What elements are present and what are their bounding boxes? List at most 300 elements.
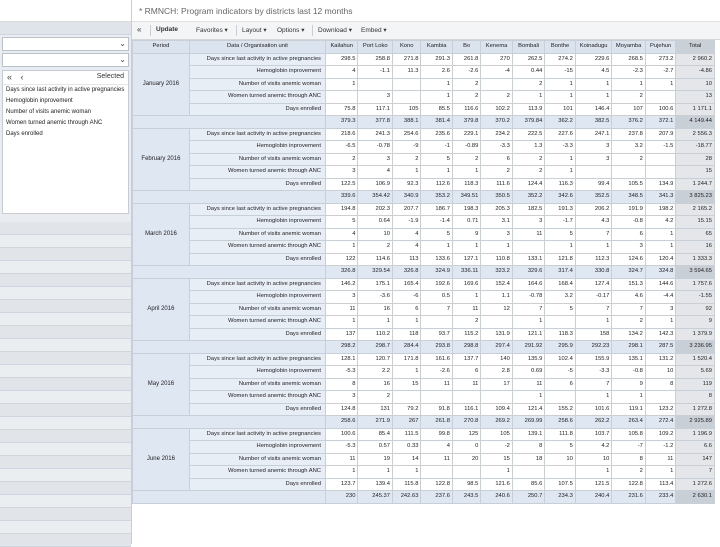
value-cell[interactable] <box>421 316 452 329</box>
value-cell[interactable]: -0.78 <box>358 141 393 154</box>
selected-item[interactable]: Days since last activity in active pregnancies <box>6 87 125 93</box>
value-cell[interactable]: 11 <box>512 378 545 391</box>
value-cell[interactable]: 4 <box>393 241 421 254</box>
value-cell[interactable]: 1 <box>358 316 393 329</box>
grand-subtotal-cell[interactable]: 2 925.89 <box>676 416 715 429</box>
value-cell[interactable]: 3 <box>612 241 646 254</box>
value-cell[interactable]: 122.5 <box>325 178 358 191</box>
row-total-cell[interactable]: 7 <box>676 466 715 479</box>
value-cell[interactable] <box>645 166 675 179</box>
value-cell[interactable]: 234.2 <box>481 128 512 141</box>
row-total-cell[interactable]: 15.15 <box>676 216 715 229</box>
value-cell[interactable]: 10 <box>545 453 575 466</box>
value-cell[interactable]: 1 <box>645 316 675 329</box>
value-cell[interactable]: 2 <box>612 153 646 166</box>
value-cell[interactable]: 9 <box>452 228 480 241</box>
subtotal-cell[interactable]: 381.4 <box>421 116 452 129</box>
value-cell[interactable]: 139.4 <box>358 478 393 491</box>
panel-section[interactable] <box>0 443 131 456</box>
subtotal-cell[interactable]: 284.4 <box>393 341 421 354</box>
value-cell[interactable]: 125 <box>452 428 480 441</box>
value-cell[interactable]: 0.69 <box>512 366 545 379</box>
panel-section[interactable] <box>0 339 131 352</box>
value-cell[interactable]: 122.8 <box>612 478 646 491</box>
value-cell[interactable]: 0.64 <box>358 216 393 229</box>
subtotal-cell[interactable]: 230 <box>325 491 358 504</box>
value-cell[interactable] <box>545 466 575 479</box>
value-cell[interactable]: 1 <box>645 466 675 479</box>
value-cell[interactable]: 11 <box>421 453 452 466</box>
value-cell[interactable] <box>452 391 480 404</box>
row-total-cell[interactable]: 16 <box>676 241 715 254</box>
value-cell[interactable]: 218.6 <box>325 128 358 141</box>
value-cell[interactable]: 271.8 <box>393 53 421 66</box>
value-cell[interactable]: 194.8 <box>325 203 358 216</box>
value-cell[interactable]: 247.1 <box>575 128 612 141</box>
value-cell[interactable]: -2.7 <box>645 66 675 79</box>
value-cell[interactable]: 112.3 <box>575 253 612 266</box>
value-cell[interactable]: -3.3 <box>575 366 612 379</box>
selected-item[interactable]: Women turned anemic through ANC <box>6 120 103 126</box>
value-cell[interactable]: 116.6 <box>452 103 480 116</box>
value-cell[interactable]: 75.8 <box>325 103 358 116</box>
subtotal-cell[interactable]: 379.3 <box>325 116 358 129</box>
value-cell[interactable]: 1 <box>421 166 452 179</box>
value-cell[interactable]: 0.33 <box>393 441 421 454</box>
value-cell[interactable]: 14 <box>393 453 421 466</box>
subtotal-cell[interactable]: 233.4 <box>645 491 675 504</box>
value-cell[interactable]: 85.6 <box>512 478 545 491</box>
value-cell[interactable]: 268.5 <box>612 53 646 66</box>
subtotal-cell[interactable]: 342.6 <box>545 191 575 204</box>
panel-section[interactable] <box>0 378 131 391</box>
panel-section[interactable] <box>0 482 131 495</box>
value-cell[interactable]: -2.3 <box>612 66 646 79</box>
value-cell[interactable]: 4.5 <box>575 66 612 79</box>
value-cell[interactable]: 123.2 <box>645 403 675 416</box>
value-cell[interactable]: 2 <box>358 391 393 404</box>
value-cell[interactable]: 4.3 <box>575 216 612 229</box>
subtotal-cell[interactable]: 271.9 <box>358 416 393 429</box>
value-cell[interactable]: -1 <box>421 141 452 154</box>
value-cell[interactable]: 146.4 <box>575 103 612 116</box>
value-cell[interactable] <box>575 166 612 179</box>
value-cell[interactable]: 102.4 <box>545 353 575 366</box>
value-cell[interactable]: 11 <box>452 378 480 391</box>
row-total-cell[interactable]: 1 196.9 <box>676 428 715 441</box>
subtotal-cell[interactable]: 362.2 <box>545 116 575 129</box>
subtotal-cell[interactable]: 329.54 <box>358 266 393 279</box>
data-group-select[interactable] <box>2 53 129 67</box>
subtotal-cell[interactable]: 287.5 <box>645 341 675 354</box>
value-cell[interactable]: 241.3 <box>358 128 393 141</box>
value-cell[interactable]: 114.6 <box>358 253 393 266</box>
value-cell[interactable]: 118.3 <box>545 328 575 341</box>
subtotal-cell[interactable]: 379.8 <box>452 116 480 129</box>
row-total-cell[interactable]: 6.6 <box>676 441 715 454</box>
value-cell[interactable]: 2 <box>481 166 512 179</box>
panel-section[interactable] <box>0 417 131 430</box>
subtotal-cell[interactable]: 292.23 <box>575 341 612 354</box>
value-cell[interactable]: 0.44 <box>512 66 545 79</box>
value-cell[interactable]: 1 <box>452 166 480 179</box>
value-cell[interactable] <box>421 466 452 479</box>
value-cell[interactable]: -0.78 <box>512 291 545 304</box>
subtotal-cell[interactable]: 324.8 <box>645 266 675 279</box>
value-cell[interactable]: 8 <box>325 378 358 391</box>
embed-button[interactable] <box>361 26 387 34</box>
row-total-cell[interactable]: 1 272.8 <box>676 403 715 416</box>
value-cell[interactable]: 1 <box>545 91 575 104</box>
value-cell[interactable]: 1 <box>452 291 480 304</box>
subtotal-cell[interactable]: 324.9 <box>421 266 452 279</box>
value-cell[interactable]: -1.2 <box>645 441 675 454</box>
row-total-cell[interactable]: -1.55 <box>676 291 715 304</box>
value-cell[interactable]: -0.89 <box>452 141 480 154</box>
row-total-cell[interactable]: 65 <box>676 228 715 241</box>
row-total-cell[interactable]: 8 <box>676 391 715 404</box>
value-cell[interactable]: 101.6 <box>575 403 612 416</box>
value-cell[interactable]: 1 <box>545 166 575 179</box>
value-cell[interactable]: 91.8 <box>421 403 452 416</box>
value-cell[interactable]: 164.6 <box>512 278 545 291</box>
value-cell[interactable]: 254.6 <box>393 128 421 141</box>
value-cell[interactable]: -2.6 <box>421 366 452 379</box>
value-cell[interactable]: 258.8 <box>358 53 393 66</box>
value-cell[interactable] <box>645 91 675 104</box>
value-cell[interactable]: 1 <box>575 316 612 329</box>
select-one-icon[interactable]: ‹ <box>20 72 24 82</box>
subtotal-cell[interactable]: 352.2 <box>512 191 545 204</box>
value-cell[interactable]: 99.4 <box>575 178 612 191</box>
value-cell[interactable]: 134.9 <box>645 178 675 191</box>
value-cell[interactable]: 1 <box>325 78 358 91</box>
value-cell[interactable]: 120.4 <box>645 253 675 266</box>
grand-subtotal-cell[interactable]: 3 236.95 <box>676 341 715 354</box>
value-cell[interactable]: 1 <box>575 78 612 91</box>
value-cell[interactable]: 1 <box>575 466 612 479</box>
value-cell[interactable]: -7 <box>612 441 646 454</box>
value-cell[interactable]: 16 <box>358 378 393 391</box>
row-total-cell[interactable]: 28 <box>676 153 715 166</box>
value-cell[interactable]: 2.2 <box>358 366 393 379</box>
subtotal-cell[interactable]: 270.8 <box>452 416 480 429</box>
value-cell[interactable]: 1 <box>545 241 575 254</box>
value-cell[interactable]: 1 <box>645 78 675 91</box>
value-cell[interactable]: 2 <box>393 153 421 166</box>
subtotal-cell[interactable]: 269.99 <box>512 416 545 429</box>
panel-section[interactable] <box>0 534 131 547</box>
value-cell[interactable]: 115.2 <box>452 328 480 341</box>
value-cell[interactable]: 113.4 <box>645 478 675 491</box>
row-total-cell[interactable]: 1 757.6 <box>676 278 715 291</box>
value-cell[interactable] <box>481 316 512 329</box>
value-cell[interactable]: 152.4 <box>481 278 512 291</box>
value-cell[interactable]: 16 <box>358 303 393 316</box>
value-cell[interactable]: 111.8 <box>545 428 575 441</box>
value-cell[interactable]: 1 <box>481 241 512 254</box>
value-cell[interactable]: 161.6 <box>421 353 452 366</box>
value-cell[interactable]: 6 <box>481 153 512 166</box>
value-cell[interactable] <box>481 391 512 404</box>
value-cell[interactable]: 116.3 <box>545 178 575 191</box>
value-cell[interactable]: 158 <box>575 328 612 341</box>
value-cell[interactable]: 3 <box>575 153 612 166</box>
value-cell[interactable]: 4.6 <box>612 291 646 304</box>
value-cell[interactable]: 235.6 <box>421 128 452 141</box>
subtotal-cell[interactable]: 295.9 <box>545 341 575 354</box>
value-cell[interactable]: 262.5 <box>512 53 545 66</box>
value-cell[interactable]: 1 <box>325 316 358 329</box>
value-cell[interactable]: 182.5 <box>512 203 545 216</box>
value-cell[interactable]: 1 <box>645 241 675 254</box>
value-cell[interactable]: 133.6 <box>421 253 452 266</box>
value-cell[interactable]: 3.2 <box>545 291 575 304</box>
subtotal-cell[interactable]: 240.4 <box>575 491 612 504</box>
subtotal-cell[interactable]: 267 <box>393 416 421 429</box>
value-cell[interactable]: -5.3 <box>325 366 358 379</box>
row-total-cell[interactable]: 15 <box>676 166 715 179</box>
value-cell[interactable]: 207.7 <box>393 203 421 216</box>
subtotal-cell[interactable]: 258.6 <box>325 416 358 429</box>
layout-button[interactable] <box>242 26 267 34</box>
value-cell[interactable]: 142.3 <box>645 328 675 341</box>
value-cell[interactable]: 131 <box>358 403 393 416</box>
value-cell[interactable]: 17 <box>481 378 512 391</box>
value-cell[interactable]: 2 <box>612 316 646 329</box>
value-cell[interactable]: 8 <box>645 378 675 391</box>
value-cell[interactable]: 101 <box>545 103 575 116</box>
value-cell[interactable]: 109.4 <box>481 403 512 416</box>
value-cell[interactable]: 155.2 <box>545 403 575 416</box>
grand-subtotal-cell[interactable]: 2 630.1 <box>676 491 715 504</box>
value-cell[interactable]: 123.7 <box>325 478 358 491</box>
value-cell[interactable]: 107 <box>612 103 646 116</box>
value-cell[interactable]: 2 <box>452 316 480 329</box>
value-cell[interactable]: 99.8 <box>421 428 452 441</box>
value-cell[interactable]: 15 <box>481 453 512 466</box>
subtotal-cell[interactable]: 245.37 <box>358 491 393 504</box>
value-cell[interactable]: 121.8 <box>545 253 575 266</box>
value-cell[interactable] <box>645 391 675 404</box>
value-cell[interactable]: 92.3 <box>393 178 421 191</box>
row-total-cell[interactable]: 2 556.3 <box>676 128 715 141</box>
value-cell[interactable]: -15 <box>545 66 575 79</box>
value-cell[interactable]: 8 <box>612 453 646 466</box>
value-cell[interactable]: 121.1 <box>512 328 545 341</box>
value-cell[interactable]: 8 <box>512 441 545 454</box>
value-cell[interactable]: 1 <box>393 366 421 379</box>
value-cell[interactable] <box>393 91 421 104</box>
value-cell[interactable] <box>512 466 545 479</box>
subtotal-cell[interactable]: 323.2 <box>481 266 512 279</box>
value-cell[interactable]: 7 <box>512 303 545 316</box>
value-cell[interactable]: 2.8 <box>481 366 512 379</box>
value-cell[interactable] <box>481 78 512 91</box>
value-cell[interactable]: 171.8 <box>393 353 421 366</box>
row-total-cell[interactable]: 1 520.4 <box>676 353 715 366</box>
row-total-cell[interactable]: -18.77 <box>676 141 715 154</box>
value-cell[interactable]: 270 <box>481 53 512 66</box>
row-total-cell[interactable]: 1 244.7 <box>676 178 715 191</box>
value-cell[interactable]: 117.1 <box>358 103 393 116</box>
value-cell[interactable]: 11 <box>452 303 480 316</box>
row-total-cell[interactable]: 147 <box>676 453 715 466</box>
value-cell[interactable]: 155.9 <box>575 353 612 366</box>
subtotal-cell[interactable]: 237.6 <box>421 491 452 504</box>
value-cell[interactable] <box>645 153 675 166</box>
value-cell[interactable]: 127.4 <box>575 278 612 291</box>
favorites-button[interactable] <box>196 26 228 34</box>
value-cell[interactable]: 3 <box>325 166 358 179</box>
row-total-cell[interactable]: 9 <box>676 316 715 329</box>
value-cell[interactable]: 1 <box>512 391 545 404</box>
panel-section[interactable] <box>0 235 131 248</box>
value-cell[interactable]: 2 <box>325 153 358 166</box>
value-cell[interactable] <box>393 78 421 91</box>
value-cell[interactable]: 0.5 <box>421 291 452 304</box>
subtotal-cell[interactable]: 298.8 <box>452 341 480 354</box>
value-cell[interactable]: 3.1 <box>481 216 512 229</box>
subtotal-cell[interactable]: 377.8 <box>358 116 393 129</box>
row-total-cell[interactable]: -4.86 <box>676 66 715 79</box>
value-cell[interactable]: 119.1 <box>612 403 646 416</box>
value-cell[interactable]: 222.5 <box>512 128 545 141</box>
value-cell[interactable]: 1.1 <box>481 291 512 304</box>
value-cell[interactable]: 198.3 <box>452 203 480 216</box>
value-cell[interactable]: 93.7 <box>421 328 452 341</box>
grand-subtotal-cell[interactable]: 4 149.44 <box>676 116 715 129</box>
download-button[interactable] <box>318 26 352 34</box>
value-cell[interactable]: 1 <box>512 91 545 104</box>
value-cell[interactable]: 205.3 <box>481 203 512 216</box>
value-cell[interactable]: 6 <box>545 378 575 391</box>
panel-section[interactable] <box>0 430 131 443</box>
subtotal-cell[interactable]: 326.8 <box>393 266 421 279</box>
value-cell[interactable]: 165.4 <box>393 278 421 291</box>
value-cell[interactable]: 1 <box>393 166 421 179</box>
value-cell[interactable]: 137.7 <box>452 353 480 366</box>
value-cell[interactable]: 1 <box>512 316 545 329</box>
value-cell[interactable]: -4.4 <box>645 291 675 304</box>
subtotal-cell[interactable]: 341.3 <box>645 191 675 204</box>
value-cell[interactable]: 3 <box>358 91 393 104</box>
value-cell[interactable]: 3 <box>325 291 358 304</box>
selected-item[interactable]: Days enrolled <box>6 131 43 137</box>
value-cell[interactable]: 10 <box>645 366 675 379</box>
panel-section[interactable] <box>0 508 131 521</box>
value-cell[interactable]: 4 <box>325 228 358 241</box>
value-cell[interactable]: 298.5 <box>325 53 358 66</box>
value-cell[interactable]: 1 <box>575 241 612 254</box>
value-cell[interactable]: 1 <box>645 228 675 241</box>
row-total-cell[interactable]: 119 <box>676 378 715 391</box>
value-cell[interactable]: 85.4 <box>358 428 393 441</box>
value-cell[interactable]: -0.8 <box>612 216 646 229</box>
value-cell[interactable]: 2 <box>612 466 646 479</box>
value-cell[interactable]: -1.9 <box>393 216 421 229</box>
value-cell[interactable]: 5 <box>545 228 575 241</box>
value-cell[interactable]: 6 <box>452 366 480 379</box>
row-total-cell[interactable]: 5.69 <box>676 366 715 379</box>
value-cell[interactable]: 0 <box>452 441 480 454</box>
value-cell[interactable] <box>545 316 575 329</box>
value-cell[interactable]: -2.6 <box>452 66 480 79</box>
panel-section[interactable] <box>0 365 131 378</box>
value-cell[interactable]: 191.9 <box>612 203 646 216</box>
value-cell[interactable]: 109.2 <box>645 428 675 441</box>
value-cell[interactable]: 3 <box>358 153 393 166</box>
value-cell[interactable]: -6.5 <box>325 141 358 154</box>
grand-subtotal-cell[interactable]: 3 825.23 <box>676 191 715 204</box>
value-cell[interactable]: 137 <box>325 328 358 341</box>
value-cell[interactable]: 1 <box>481 466 512 479</box>
value-cell[interactable]: 10 <box>575 453 612 466</box>
value-cell[interactable]: 1 <box>575 91 612 104</box>
value-cell[interactable]: 206.2 <box>575 203 612 216</box>
value-cell[interactable]: 11 <box>512 228 545 241</box>
panel-section[interactable] <box>0 521 131 534</box>
value-cell[interactable]: 1 <box>545 78 575 91</box>
value-cell[interactable]: 198.2 <box>645 203 675 216</box>
panel-section[interactable] <box>0 222 131 235</box>
value-cell[interactable]: 127.1 <box>452 253 480 266</box>
value-cell[interactable]: 144.6 <box>645 278 675 291</box>
value-cell[interactable]: 100.6 <box>645 103 675 116</box>
value-cell[interactable] <box>325 91 358 104</box>
value-cell[interactable]: 3 <box>645 303 675 316</box>
value-cell[interactable]: 79.2 <box>393 403 421 416</box>
subtotal-cell[interactable]: 379.84 <box>512 116 545 129</box>
value-cell[interactable]: 105.5 <box>612 178 646 191</box>
value-cell[interactable]: 191.3 <box>545 203 575 216</box>
selected-item[interactable]: Hemoglobin inprovement <box>6 98 73 104</box>
subtotal-cell[interactable]: 340.9 <box>393 191 421 204</box>
value-cell[interactable]: 116.1 <box>452 403 480 416</box>
subtotal-cell[interactable]: 298.7 <box>358 341 393 354</box>
value-cell[interactable]: 273.2 <box>645 53 675 66</box>
value-cell[interactable]: 202.3 <box>358 203 393 216</box>
value-cell[interactable]: 105 <box>393 103 421 116</box>
value-cell[interactable]: 2 <box>452 91 480 104</box>
value-cell[interactable]: 121.4 <box>512 403 545 416</box>
panel-section[interactable] <box>0 313 131 326</box>
subtotal-cell[interactable]: 376.2 <box>612 116 646 129</box>
panel-section[interactable] <box>0 261 131 274</box>
value-cell[interactable]: 131.2 <box>645 353 675 366</box>
value-cell[interactable]: 2 <box>358 241 393 254</box>
value-cell[interactable]: -0.8 <box>612 366 646 379</box>
value-cell[interactable]: 121.5 <box>575 478 612 491</box>
value-cell[interactable]: 105 <box>481 428 512 441</box>
value-cell[interactable]: -3.6 <box>358 291 393 304</box>
grand-subtotal-cell[interactable]: 3 594.65 <box>676 266 715 279</box>
value-cell[interactable]: 124.8 <box>325 403 358 416</box>
value-cell[interactable]: 19 <box>358 453 393 466</box>
value-cell[interactable]: 151.3 <box>612 278 646 291</box>
value-cell[interactable]: 1 <box>358 466 393 479</box>
value-cell[interactable]: 11 <box>421 378 452 391</box>
value-cell[interactable]: -1.1 <box>358 66 393 79</box>
value-cell[interactable]: 7 <box>575 228 612 241</box>
subtotal-cell[interactable]: 388.1 <box>393 116 421 129</box>
value-cell[interactable]: 122 <box>325 253 358 266</box>
value-cell[interactable]: 11.3 <box>393 66 421 79</box>
subtotal-cell[interactable]: 234.3 <box>545 491 575 504</box>
value-cell[interactable]: 85.5 <box>421 103 452 116</box>
value-cell[interactable] <box>612 166 646 179</box>
value-cell[interactable]: 18 <box>512 453 545 466</box>
